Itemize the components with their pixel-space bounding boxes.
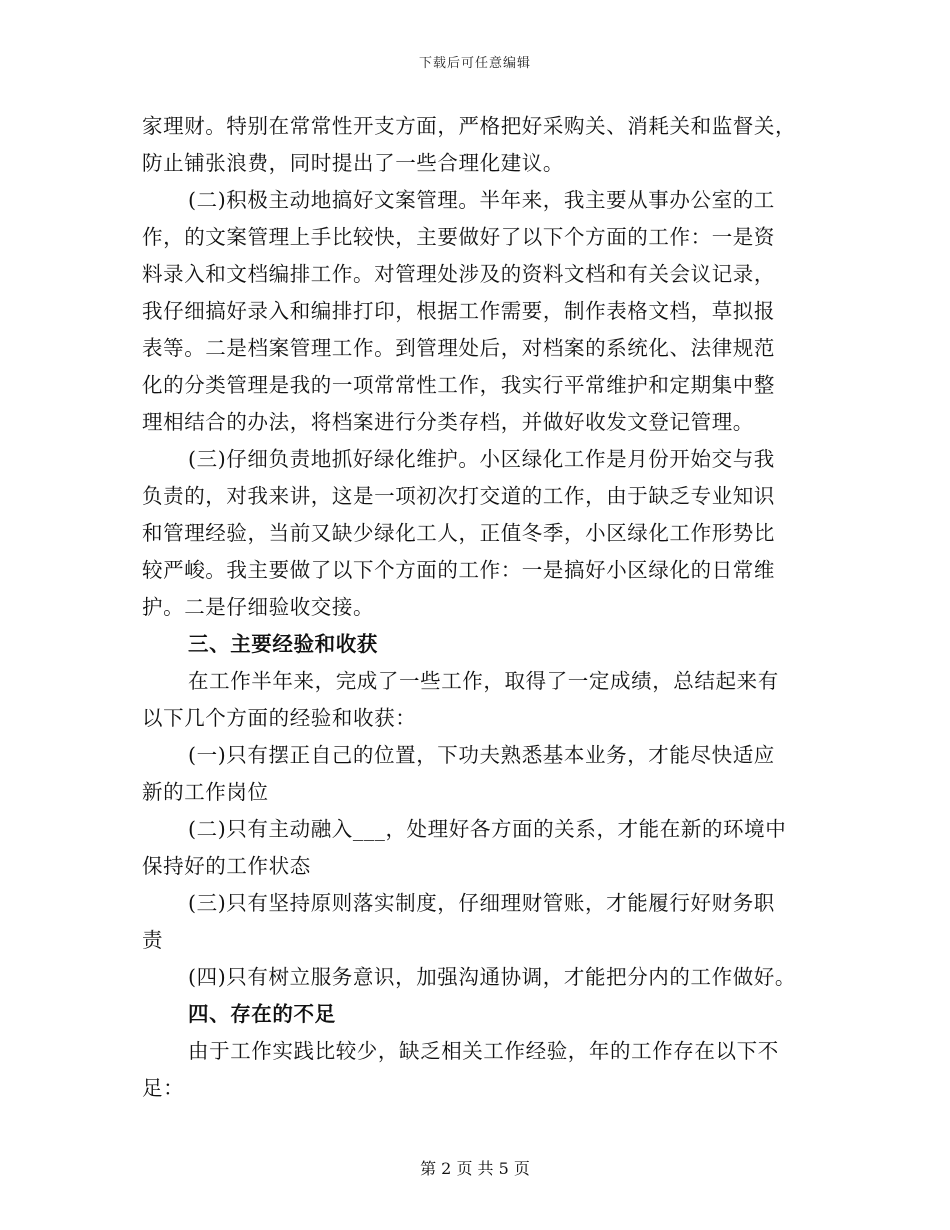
page-footer: 第 2 页 共 5 页 (420, 1159, 530, 1178)
paragraph-line: 保持好的工作状态 (142, 854, 311, 878)
paragraph-line: 我仔细搞好录入和编排打印，根据工作需要，制作表格文档，草拟报 (142, 299, 775, 323)
paragraph-line: 由于工作实践比较少，缺乏相关工作经验，年的工作存在以下不 (188, 1039, 779, 1063)
paragraph-line: 料录入和文档编排工作。对管理处涉及的资料文档和有关会议记录， (142, 262, 775, 286)
page-header: 下载后可任意编辑 (418, 56, 531, 71)
paragraph-line: 足： (142, 1076, 185, 1100)
paragraph-line: 在工作半年来，完成了一些工作，取得了一定成绩，总结起来有 (188, 669, 779, 693)
paragraph-line: (一)只有摆正自己的位置，下功夫熟悉基本业务，才能尽快适应 (188, 743, 775, 767)
section-heading: 四、存在的不足 (188, 1002, 336, 1026)
document-body (142, 108, 812, 1107)
paragraph-line: 化的分类管理是我的一项常常性工作，我实行平常维护和定期集中整 (142, 373, 775, 397)
paragraph-line: 护。二是仔细验收交接。 (142, 595, 375, 619)
paragraph-line: 防止铺张浪费，同时提出了一些合理化建议。 (142, 151, 564, 175)
paragraph-line: 和管理经验，当前又缺少绿化工人，正值冬季，小区绿化工作形势比 (142, 521, 775, 545)
paragraph-line: 新的工作岗位 (142, 780, 269, 804)
paragraph-line: (三)仔细负责地抓好绿化维护。小区绿化工作是月份开始交与我 (188, 447, 775, 471)
paragraph-line: 较严峻。我主要做了以下个方面的工作：一是搞好小区绿化的日常维 (142, 558, 775, 582)
paragraph-line: (四)只有树立服务意识，加强沟通协调，才能把分内的工作做好。 (188, 965, 796, 989)
paragraph-line: 责 (142, 928, 164, 952)
paragraph-line: (三)只有坚持原则落实制度，仔细理财管账，才能履行好财务职 (188, 891, 775, 915)
paragraph-line: 以下几个方面的经验和收获： (142, 706, 417, 730)
paragraph-line: 表等。二是档案管理工作。到管理处后，对档案的系统化、法律规范 (142, 336, 775, 360)
paragraph-line: 家理财。特别在常常性开支方面，严格把好采购关、消耗关和监督关， (142, 114, 797, 138)
paragraph-line: 作，的文案管理上手比较快，主要做好了以下个方面的工作：一是资 (142, 225, 775, 249)
paragraph-line: 负责的，对我来讲，这是一项初次打交道的工作，由于缺乏专业知识 (142, 484, 775, 508)
paragraph-line: 理相结合的办法，将档案进行分类存档，并做好收发文登记管理。 (142, 410, 754, 434)
section-heading: 三、主要经验和收获 (188, 632, 378, 656)
paragraph-line: (二)只有主动融入___，处理好各方面的关系，才能在新的环境中 (188, 817, 787, 841)
paragraph-line: (二)积极主动地搞好文案管理。半年来，我主要从事办公室的工 (188, 188, 775, 212)
